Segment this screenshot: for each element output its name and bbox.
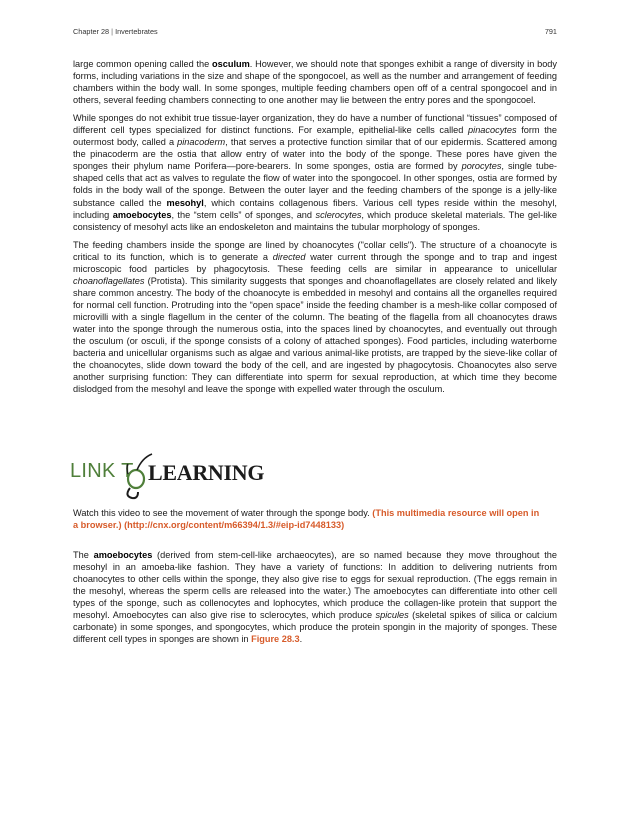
section-label: Invertebrates: [115, 27, 158, 36]
link-to-learning-logo: [66, 452, 266, 502]
key-term: amoebocytes: [93, 550, 153, 560]
text-run: , the “stem cells” of sponges, and: [171, 209, 316, 220]
text-run: , which contains collagenous fibers. Various cell types reside within the mesohyl, including: [73, 197, 557, 220]
text-run: (skeletal spikes of silica or calcium carbonate) in some sponges, and spongocytes, which produce the protein spongin in the majority of sponges. These different cell types in sponges are shown in: [73, 610, 557, 645]
link-to-learning-note: [73, 507, 543, 531]
multimedia-resource-link[interactable]: (This multimedia resource will open in a browser.): [73, 508, 540, 531]
logo-text-link-to: LINK T: [70, 460, 134, 482]
text-run: , that serves a protective function similar that of our epidermis. Scattered among the pinacoderm are the ostia that allow entry of water into the body of the sponge. These pores have given the sponges their phylum name Porifera—pore-bearers. In some sponges, ostia are formed by: [73, 137, 558, 172]
figure-reference-link[interactable]: Figure 28.3: [251, 634, 300, 645]
secondary-content: [73, 549, 557, 651]
text-run: water current through the sponge and to trap and ingest microscopic food particles by phagocytosis. These feeding cells are similar in appearance to unicellular: [73, 251, 557, 274]
text-run: (derived from stem-cell-like archaeocytes), are so named because they move throughout the mesohyl in an amoeba-like fashion. They have a variety of functions: In addition to delivering nutrients from choanocytes to other cells within the sponge, they also give rise to eggs for sexual reproduction. (The eggs remain in the mesohyl, whereas the sperm cells are released into the water.) The amoebocytes can differentiate into other cell types of the sponge, such as collenocytes and lophocytes, which produce the collagen-like protein that support the mesohyl. Amoebocytes can also give rise to sclerocytes, which produce: [73, 550, 557, 621]
italic-term: sclerocytes: [315, 209, 362, 220]
video-url-link[interactable]: (http://cnx.org/content/m66394/1.3/#eip-id7448133): [124, 520, 345, 531]
text-run: , which produce skeletal materials. The gel-like consistency of mesohyl acts like an endoskeleton and maintains the tubular morphology of sponges.: [73, 209, 557, 232]
paragraph-osculum: [73, 58, 557, 106]
italic-term: pinacoderm: [177, 137, 226, 148]
chapter-label: Chapter 28: [73, 27, 110, 36]
text-run: , single tube-shaped cells that act as valves to regulate the flow of water into the spongocoel. In other sponges, ostia are formed by folds in the body wall of the sponge. Between the outer layer and the feeding chambers of the sponge is a jelly-like substance called the: [73, 161, 557, 208]
main-content: [73, 58, 557, 401]
key-term: amoebocytes: [112, 209, 172, 220]
paragraph-choanocytes: [73, 239, 557, 396]
text-run: The feeding chambers inside the sponge are lined by choanocytes ("collar cells"). The structure of a choanocyte is critical to its function, which is to generate a: [73, 239, 557, 262]
text-run: .: [299, 634, 303, 645]
italic-term: porocytes: [461, 161, 502, 172]
key-term: osculum: [212, 59, 250, 69]
italic-term: pinacocytes: [468, 125, 517, 136]
italic-term: directed: [272, 251, 306, 262]
italic-term: choanoflagellates: [73, 275, 145, 286]
text-run: . However, we should note that sponges exhibit a range of diversity in body forms, including variations in the size and shape of the spongocoel, as well as the number and arrangement of feeding chambers within the body wall. In some sponges, multiple feeding chambers open off of a central spongocoel and in others, several feeding chambers connecting to one another may lie between the entry pores and the spongocoel.: [73, 59, 558, 106]
logo-text-learning: LEARNING: [148, 460, 265, 485]
video-instruction: Watch this video to see the movement of water through the sponge body.: [73, 508, 373, 518]
page-header: [73, 27, 557, 36]
paragraph-amoebocytes: [73, 549, 557, 645]
text-run: The: [73, 550, 94, 560]
key-term: mesohyl: [166, 197, 204, 208]
text-run: form the outermost body, called a: [73, 125, 557, 148]
running-head: [73, 27, 158, 36]
italic-term: spicules: [375, 610, 409, 621]
text-run: While sponges do not exhibit true tissue-layer organization, they do have a number of functional “tissues” composed of different cell types specialized for distinct functions. For example, epithelial-like cells called: [73, 113, 557, 136]
paragraph-tissues: [73, 112, 557, 232]
header-separator: |: [111, 27, 114, 36]
page-number: 791: [544, 27, 557, 36]
text-run: large common opening called the: [73, 59, 212, 69]
text-run: (Protista). This similarity suggests that sponges and choanoflagellates are closely related and likely share common ancestry. The body of the choanocyte is embedded in mesohyl and contains all the organelles required for normal cell function. Protruding into the “open space” inside the feeding chamber is a mesh-like collar composed of microvilli with a single flagellum in the center of the column. The beating of the flagella from all choanocytes draws water into the sponge through the numerous ostia, into the spaces lined by choanocytes, and eventually out through the osculum (or osculi, if the sponge consists of a colony of attached sponges). Food particles, including waterborne bacteria and unicellular organisms such as algae and various animal-like protists, are trapped by the sieve-like collar of the choanocytes, slide down toward the body of the cell, and are ingested by phagocytosis. Choanocytes also serve another surprising function: They can differentiate into sperm for sexual reproduction, at which time they become dislodged from the mesohyl and leave the sponge with expelled water through the osculum.: [73, 275, 557, 395]
